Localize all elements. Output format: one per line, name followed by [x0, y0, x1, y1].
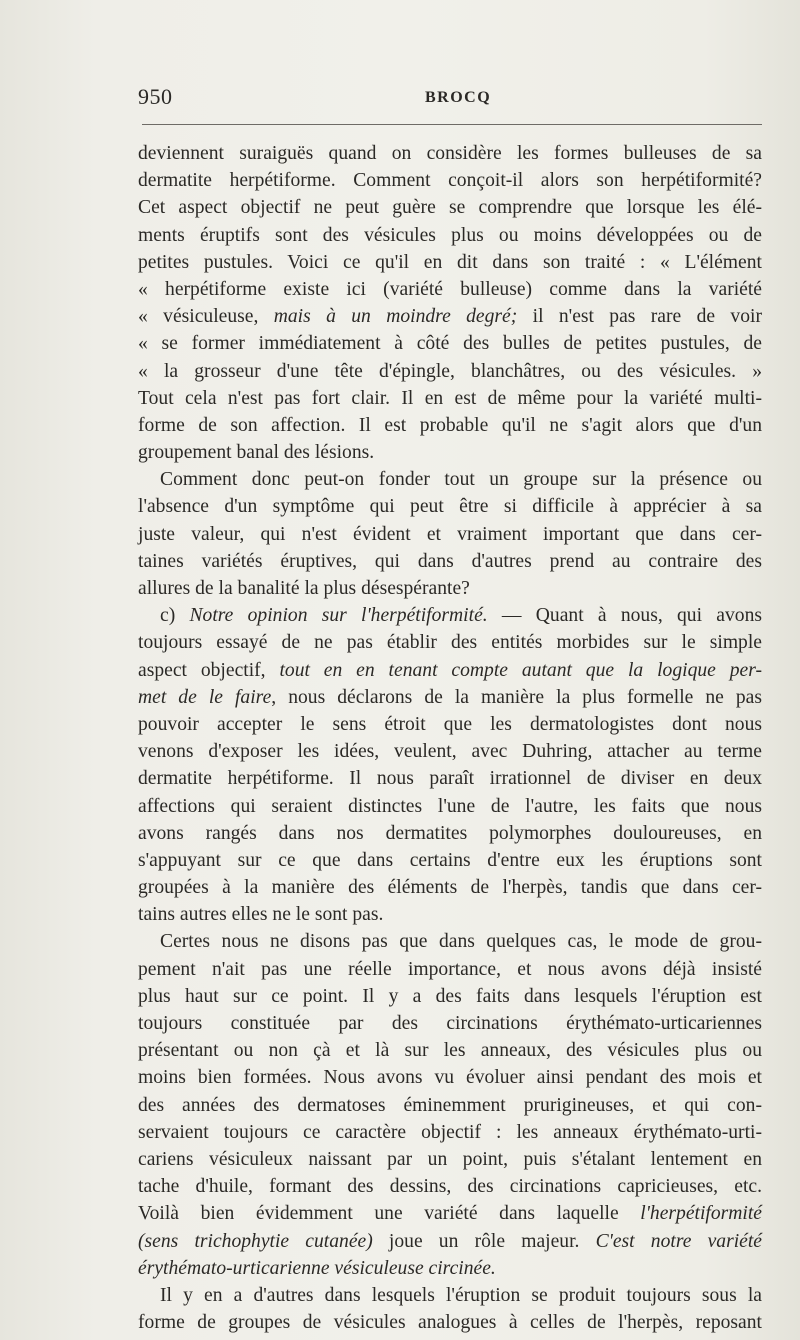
text-run: c)	[160, 605, 190, 627]
text-run: il n'est pas rare de voir	[517, 306, 762, 328]
page-number: 950	[138, 84, 173, 109]
text-line: l'absence d'un symptôme qui peut être si difficile à apprécier à sa	[138, 496, 762, 518]
text-run: aspect objectif,	[138, 659, 280, 681]
text-line: tache d'huile, formant des dessins, des circinations capricieuses, etc.	[138, 1176, 762, 1198]
text-line: ments éruptifs sont des vésicules plus ou moins développées ou de	[138, 224, 762, 246]
text-line: dermatite herpétiforme. Comment conçoit-il alors son herpétiformité?	[138, 170, 762, 192]
header-rule	[142, 124, 762, 125]
text-line	[138, 684, 762, 711]
text-line: groupées à la manière des éléments de l'herpès, tandis que dans cer-	[138, 877, 762, 899]
italic-text: mais à un moindre degré;	[273, 306, 518, 328]
text-line: deviennent suraiguës quand on considère les formes bulleuses de sa	[138, 143, 762, 164]
text-line: Tout cela n'est pas fort clair. Il en est de même pour la variété multi-	[138, 387, 762, 409]
italic-text: érythémato-urticarienne vésiculeuse circinée.	[138, 1257, 496, 1279]
text-run: joue un rôle majeur.	[372, 1230, 596, 1252]
text-line	[138, 657, 762, 684]
italic-text: tout en en tenant compte autant que la logique per-	[279, 659, 762, 681]
text-line: Certes nous ne disons pas que dans quelques cas, le mode de grou-	[160, 931, 762, 953]
text-line: toujours constituée par des circinations érythémato-urticariennes	[138, 1013, 762, 1034]
text-line: groupement banal des lésions.	[138, 442, 375, 464]
text-line: « se former immédiatement à côté des bulles de petites pustules, de	[138, 333, 762, 355]
page-header	[138, 84, 762, 112]
text-line: cariens vésiculeux naissant par un point, puis s'étalant lentement en	[138, 1148, 762, 1170]
running-head: BROCQ	[425, 89, 492, 106]
text-run: « vésiculeuse,	[138, 306, 274, 328]
text-line: tains autres elles ne le sont pas.	[138, 904, 384, 926]
text-run: , nous déclarons de la manière la plus formelle ne pas	[271, 686, 762, 708]
text-line: s'appuyant sur ce que dans certains d'entre eux les éruptions sont	[138, 849, 762, 871]
text-line: avons rangés dans nos dermatites polymorphes douloureuses, en	[138, 822, 762, 844]
text-line	[138, 1228, 762, 1255]
text-line: Il y en a d'autres dans lesquels l'éruption se produit toujours sous la	[160, 1284, 762, 1306]
text-line: plus haut sur ce point. Il y a des faits dans lesquels l'éruption est	[138, 985, 762, 1007]
text-line: pement n'ait pas une réelle importance, et nous avons déjà insisté	[138, 958, 762, 980]
text-line: Cet aspect objectif ne peut guère se comprendre que lorsque les élé-	[138, 197, 762, 219]
text-line: forme de groupes de vésicules analogues à celles de l'herpès, reposant	[138, 1312, 762, 1334]
text-line: dermatite herpétiforme. Il nous paraît irrationnel de diviser en deux	[138, 768, 762, 790]
text-line: présentant ou non çà et là sur les anneaux, des vésicules plus ou	[138, 1040, 762, 1062]
text-line: venons d'exposer les idées, veulent, avec Duhring, attacher au terme	[138, 741, 762, 763]
text-line: « la grosseur d'une tête d'épingle, blanchâtres, ou des vésicules. »	[138, 360, 762, 382]
italic-text: (sens trichophytie cutanée)	[138, 1230, 373, 1252]
text-line: servaient toujours ce caractère objectif : les anneaux érythémato-urti-	[138, 1121, 762, 1143]
text-line: allures de la banalité la plus désespérante?	[138, 578, 470, 599]
italic-text: Notre opinion sur l'herpétiformité.	[189, 605, 488, 627]
text-line: « herpétiforme existe ici (variété bulleuse) comme dans la variété	[138, 278, 762, 300]
text-line: taines variétés éruptives, qui dans d'autres prend au contraire des	[138, 550, 762, 572]
italic-text: C'est notre variété	[595, 1230, 762, 1252]
text-line	[138, 602, 762, 629]
text-line	[138, 1200, 762, 1227]
text-line: forme de son affection. Il est probable qu'il ne s'agit alors que d'un	[138, 414, 762, 436]
text-line: Comment donc peut-on fonder tout un groupe sur la présence ou	[160, 469, 762, 491]
text-line: affections qui seraient distinctes l'une de l'autre, les faits que nous	[138, 795, 762, 817]
text-run: Voilà bien évidemment une variété dans laquelle	[138, 1203, 641, 1225]
italic-text: met de le faire	[138, 686, 272, 708]
text-line: des années des dermatoses éminemment prurigineuses, et qui con-	[138, 1094, 762, 1116]
italic-text: l'herpétiformité	[640, 1203, 762, 1225]
text-line: moins bien formées. Nous avons vu évoluer ainsi pendant des mois et	[138, 1067, 762, 1089]
text-line	[138, 303, 762, 330]
text-line	[138, 1255, 762, 1282]
text-line: pouvoir accepter le sens étroit que les dermatologistes dont nous	[138, 713, 762, 735]
text-line: petites pustules. Voici ce qu'il en dit dans son traité : « L'élément	[138, 251, 762, 273]
text-line: juste valeur, qui n'est évident et vraiment important que dans cer-	[138, 523, 762, 545]
text-run: — Quant à nous, qui avons	[487, 605, 762, 627]
text-line: toujours essayé de ne pas établir des entités morbides sur le simple	[138, 632, 762, 654]
body-text	[138, 140, 762, 1336]
